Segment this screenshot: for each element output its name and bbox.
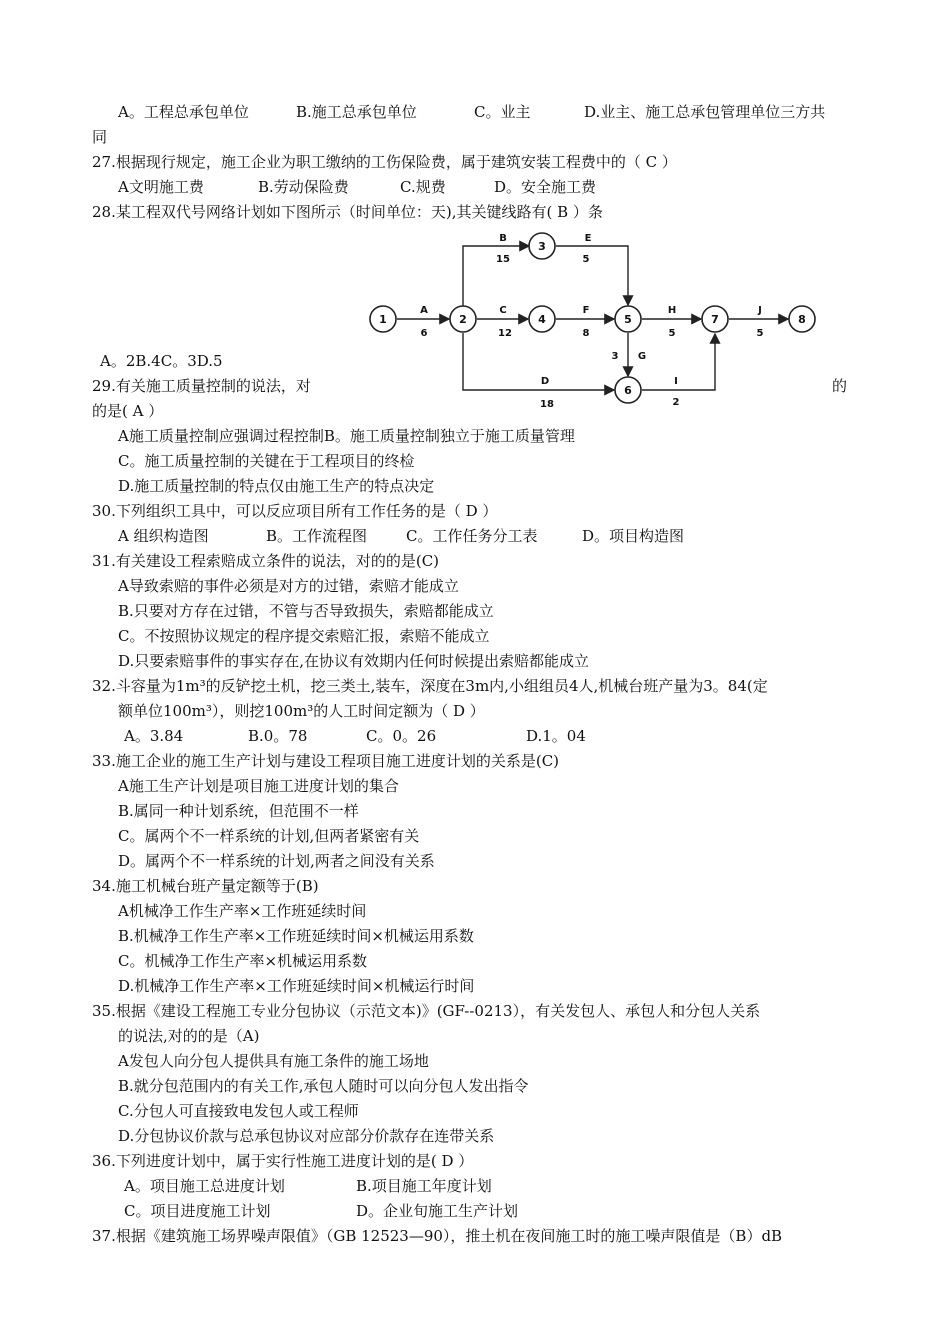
q27-stem: 27.根据现行规定，施工企业为职工缴纳的工伤保险费，属于建筑安装工程费中的（ C ） <box>92 153 677 171</box>
activity-label-j: J <box>758 305 762 316</box>
q29-stem: 29.有关施工质量控制的说法，对 <box>92 377 311 395</box>
node-label-5: 5 <box>624 313 632 326</box>
q30-options <box>118 526 684 546</box>
activity-duration-c: 12 <box>498 328 512 339</box>
q26-option-a: A。工程总承包单位 <box>118 103 249 121</box>
q36-stem: 36.下列进度计划中，属于实行性施工进度计划的是( D ） <box>92 1152 474 1170</box>
q32-option-d: D.1。04 <box>526 727 586 745</box>
q27-options <box>118 177 596 197</box>
activity-label-g: G <box>637 351 647 362</box>
activity-label-f: F <box>582 305 590 316</box>
q29-stem-right: 的 <box>832 377 848 395</box>
q30-option-d: D。项目构造图 <box>582 527 685 545</box>
q26-option-d: D.业主、施工总承包管理单位三方共 <box>584 103 826 121</box>
q34-option-c: C。机械净工作生产率×机械运用系数 <box>118 952 368 970</box>
activity-label-a: A <box>420 305 428 316</box>
activity-duration-i: 2 <box>672 397 680 408</box>
network-diagram <box>360 224 830 420</box>
node-label-8: 8 <box>798 313 806 326</box>
activity-label-b: B <box>499 233 507 244</box>
q26-option-c: C。业主 <box>474 103 531 121</box>
q32-stem-cont: 额单位100m³），则挖100m³的人工时间定额为（ D ） <box>118 702 485 720</box>
q30-option-b: B。工作流程图 <box>266 527 368 545</box>
q31-stem: 31.有关建设工程索赔成立条件的说法，对的的是(C) <box>92 552 440 570</box>
q30-stem: 30.下列组织工具中，可以反应项目所有工作任务的是（ D ） <box>92 502 498 520</box>
q35-option-b: B.就分包范围内的有关工作,承包人随时可以向分包人发出指令 <box>118 1077 529 1095</box>
arrow-i <box>642 334 715 390</box>
q33-option-a: A施工生产计划是项目施工进度计划的集合 <box>118 777 399 795</box>
q36-option-c: C。项目进度施工计划 <box>124 1202 271 1220</box>
q26-options <box>118 102 825 122</box>
activity-duration-f: 8 <box>582 328 590 339</box>
q29-option-c: C。施工质量控制的关键在于工程项目的终检 <box>118 452 415 470</box>
q31-option-b: B.只要对方存在过错，不管与否导致损失，索赔都能成立 <box>118 602 494 620</box>
q35-option-d: D.分包协议价款与总承包协议对应部分价款存在连带关系 <box>118 1127 495 1145</box>
q34-option-d: D.机械净工作生产率×工作班延续时间×机械运行时间 <box>118 977 475 995</box>
q33-option-c: C。属两个不一样系统的计划,但两者紧密有关 <box>118 827 420 845</box>
activity-duration-a: 6 <box>420 328 428 339</box>
q36-options-row1 <box>124 1176 492 1196</box>
activity-duration-b: 15 <box>496 254 510 265</box>
node-label-7: 7 <box>711 313 719 326</box>
q31-option-a: A导致索赔的事件必须是对方的过错，索赔才能成立 <box>118 577 459 595</box>
q29-stem-cont: 的是( A ） <box>92 402 164 420</box>
activity-duration-e: 5 <box>582 254 590 265</box>
arrow-e <box>556 246 628 305</box>
activity-duration-g: 3 <box>611 351 619 362</box>
node-label-3: 3 <box>538 240 546 253</box>
q36-option-b: B.项目施工年度计划 <box>356 1177 492 1195</box>
q35-option-c: C.分包人可直接致电发包人或工程师 <box>118 1102 359 1120</box>
activity-duration-d: 18 <box>540 399 554 410</box>
q32-option-b: B.0。78 <box>248 727 308 745</box>
q33-stem: 33.施工企业的施工生产计划与建设工程项目施工进度计划的关系是(C) <box>92 752 560 770</box>
node-label-4: 4 <box>538 313 546 326</box>
q32-stem: 32.斗容量为1m³的反铲挖土机，挖三类土,装车，深度在3m内,小组组员4人,机械台班产量为3。84(定 <box>92 677 768 695</box>
q33-option-b: B.属同一种计划系统，但范围不一样 <box>118 802 359 820</box>
q36-option-d: D。企业旬施工生产计划 <box>356 1202 519 1220</box>
node-label-1: 1 <box>379 313 387 326</box>
q26-continuation: 同 <box>92 128 108 146</box>
q30-option-a: A 组织构造图 <box>118 527 209 545</box>
q32-option-c: C。0。26 <box>366 727 437 745</box>
q31-option-d: D.只要索赔事件的事实存在,在协议有效期内任何时候提出索赔都能成立 <box>118 652 590 670</box>
q27-option-c: C.规费 <box>400 178 446 196</box>
q28-stem: 28.某工程双代号网络计划如下图所示（时间单位：天),其关键线路有( B ）条 <box>92 203 603 221</box>
q35-stem: 35.根据《建设工程施工专业分包协议（示范文本)》(GF--0213），有关发包人、承包人和分包人关系 <box>92 1002 761 1020</box>
activity-label-d: D <box>540 376 550 387</box>
q32-option-a: A。3.84 <box>124 727 184 745</box>
q27-option-b: B.劳动保险费 <box>258 178 349 196</box>
q29-option-a: A施工质量控制应强调过程控制B。施工质量控制独立于施工质量管理 <box>118 427 575 445</box>
activity-label-e: E <box>584 233 592 244</box>
activity-duration-h: 5 <box>668 328 676 339</box>
q27-option-d: D。安全施工费 <box>494 178 597 196</box>
q28-options: A。2B.4C。3D.5 <box>100 352 223 370</box>
q35-stem-cont: 的说法,对的的是（A) <box>118 1027 260 1045</box>
q33-option-d: D。属两个不一样系统的计划,两者之间没有关系 <box>118 852 435 870</box>
node-label-2: 2 <box>459 313 467 326</box>
q29-option-d: D.施工质量控制的特点仅由施工生产的特点决定 <box>118 477 435 495</box>
q36-option-a: A。项目施工总进度计划 <box>124 1177 285 1195</box>
q30-option-c: C。工作任务分工表 <box>406 527 538 545</box>
q31-option-c: C。不按照协议规定的程序提交索赔汇报，索赔不能成立 <box>118 627 490 645</box>
q26-option-b: B.施工总承包单位 <box>296 103 417 121</box>
node-label-6: 6 <box>624 384 632 397</box>
q34-option-a: A机械净工作生产率×工作班延续时间 <box>118 902 367 920</box>
q34-stem: 34.施工机械台班产量定额等于(B) <box>92 877 319 895</box>
q27-option-a: A文明施工费 <box>118 178 204 196</box>
activity-label-i: I <box>674 376 678 387</box>
activity-label-c: C <box>499 305 507 316</box>
q32-options <box>124 726 586 746</box>
q36-options-row2 <box>124 1201 518 1221</box>
q35-option-a: A发包人向分包人提供具有施工条件的施工场地 <box>118 1052 429 1070</box>
activity-duration-j: 5 <box>756 328 764 339</box>
q37-stem: 37.根据《建筑施工场界噪声限值》（GB 12523—90），推土机在夜间施工时的施工噪声限值是（B）dB <box>92 1227 783 1245</box>
arrow-d <box>463 333 614 390</box>
q34-option-b: B.机械净工作生产率×工作班延续时间×机械运用系数 <box>118 927 474 945</box>
activity-label-h: H <box>667 305 677 316</box>
